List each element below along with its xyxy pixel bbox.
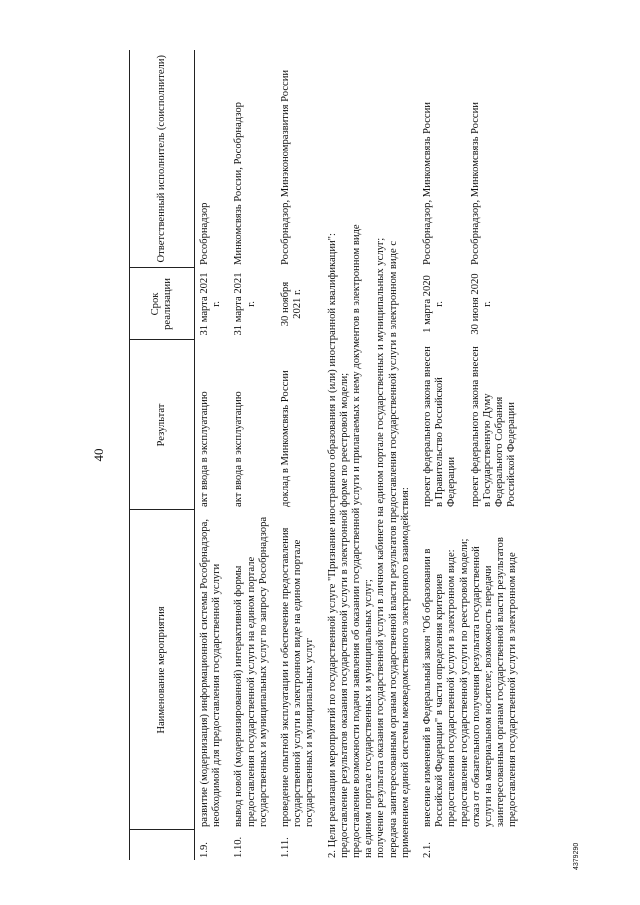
- document-code: 4379290: [573, 842, 580, 870]
- table-row: [229, 50, 276, 860]
- header-deadline: Срок реализации: [130, 268, 195, 340]
- row-result: проект федерального закона внесен в Государственную Думу Федерального Собрания Российской Федерации: [469, 346, 518, 507]
- header-result: Результат: [130, 340, 195, 510]
- row-responsible: Рособрнадзор, Минкомсвязь России: [422, 102, 434, 265]
- row-result: доклад в Минкомсвязь России: [280, 370, 292, 507]
- row-responsible: Рособрнадзор: [199, 202, 210, 265]
- row-deadline: 30 июня 2020 г.: [469, 273, 493, 335]
- row-result: проект федерального закона внесен в Правительство Российской Федерации: [422, 346, 458, 507]
- header-number: [130, 830, 195, 860]
- section-goals: [323, 50, 418, 860]
- section-goals-line: предоставление возможности подачи заявления об оказании государственной услуги и прилагаемых к нему документов в электронном виде: [351, 224, 363, 858]
- section-goals-line: применением единой системы межведомственного электронного взаимодействия:: [399, 487, 411, 858]
- header-responsible: Ответственный исполнитель (соисполнители): [130, 50, 195, 268]
- row-responsible: Рособрнадзор, Минэкономразвития России: [280, 69, 292, 265]
- row-result: акт ввода в эксплуатацию: [233, 391, 245, 507]
- row-responsible: Минкомсвязь России, Рособрнадзор: [233, 102, 245, 265]
- document-page: [91, 50, 593, 870]
- section-goals-line: 2. Цели реализации мероприятий по государственной услуге "Признание иностранного образования и (или) иностранной квалификации":: [326, 233, 338, 858]
- row-activity: проведение опытной эксплуатации и обеспечение предоставления государственной услуги в электронном виде на едином портале государственных и муниципальных услуг: [280, 527, 316, 827]
- page-number: 40: [91, 448, 106, 462]
- section-goals-line: предоставление результатов оказания государственной услуги в электронной форме по реестровой модели;: [338, 372, 350, 858]
- table-row: [195, 50, 230, 860]
- section-goals-row: [323, 50, 418, 860]
- row-deadline: 31 марта 2021 г.: [233, 272, 257, 336]
- table-header-row: [130, 50, 195, 860]
- row-activity: внесение изменений в Федеральный закон "Об образовании в Российской Федерации" в части определения критериев предоставления государственной услуги в электронном виде: предоставление государственной услуги по реестровой модели; отказ от обязательного получения результата государственной услуги на материальном носителе; возможность передачи заинтересованным органам государственной власти результатов предоставления государственной услуги в электронном виде: [422, 537, 519, 827]
- section-goals-line: на едином портале государственных и муниципальных услуг;: [363, 579, 375, 858]
- activities-table: [129, 50, 526, 860]
- section-goals-line: получение результата оказания государственной услуги в личном кабинете на едином портале государственных и муниципальных услуг;: [375, 237, 387, 858]
- row-deadline: 1 марта 2020 г.: [422, 275, 446, 333]
- header-name: Наименование мероприятия: [130, 510, 195, 830]
- row-deadline: 31 марта 2021 г.: [199, 272, 223, 336]
- row-number: 1.10.: [233, 836, 245, 858]
- row-result: акт ввода в эксплуатацию: [199, 391, 210, 507]
- row-activity: развитие (модернизация) информационной системы Рособрнадзора, необходимой для предоставления государственной услуги: [199, 519, 223, 827]
- row-number: 2.1.: [422, 842, 434, 858]
- row-number: 1.9.: [199, 842, 210, 858]
- table-row: [418, 50, 466, 860]
- row-number: 1.11.: [280, 837, 292, 858]
- table-row: [276, 50, 323, 860]
- row-deadline: 30 ноября 2021 г.: [280, 281, 304, 327]
- row-activity: вывод новой (модернизированной) интерактивной формы предоставления государственной услуги на едином портале государственных и муниципальных услуг по запросу Рособрнадзора: [233, 516, 269, 827]
- row-responsible: Рособрнадзор, Минкомсвязь России: [469, 102, 481, 265]
- section-goals-line: передача заинтересованным органам государственной власти результатов предоставления государственной услуги в электронном виде с: [387, 240, 399, 858]
